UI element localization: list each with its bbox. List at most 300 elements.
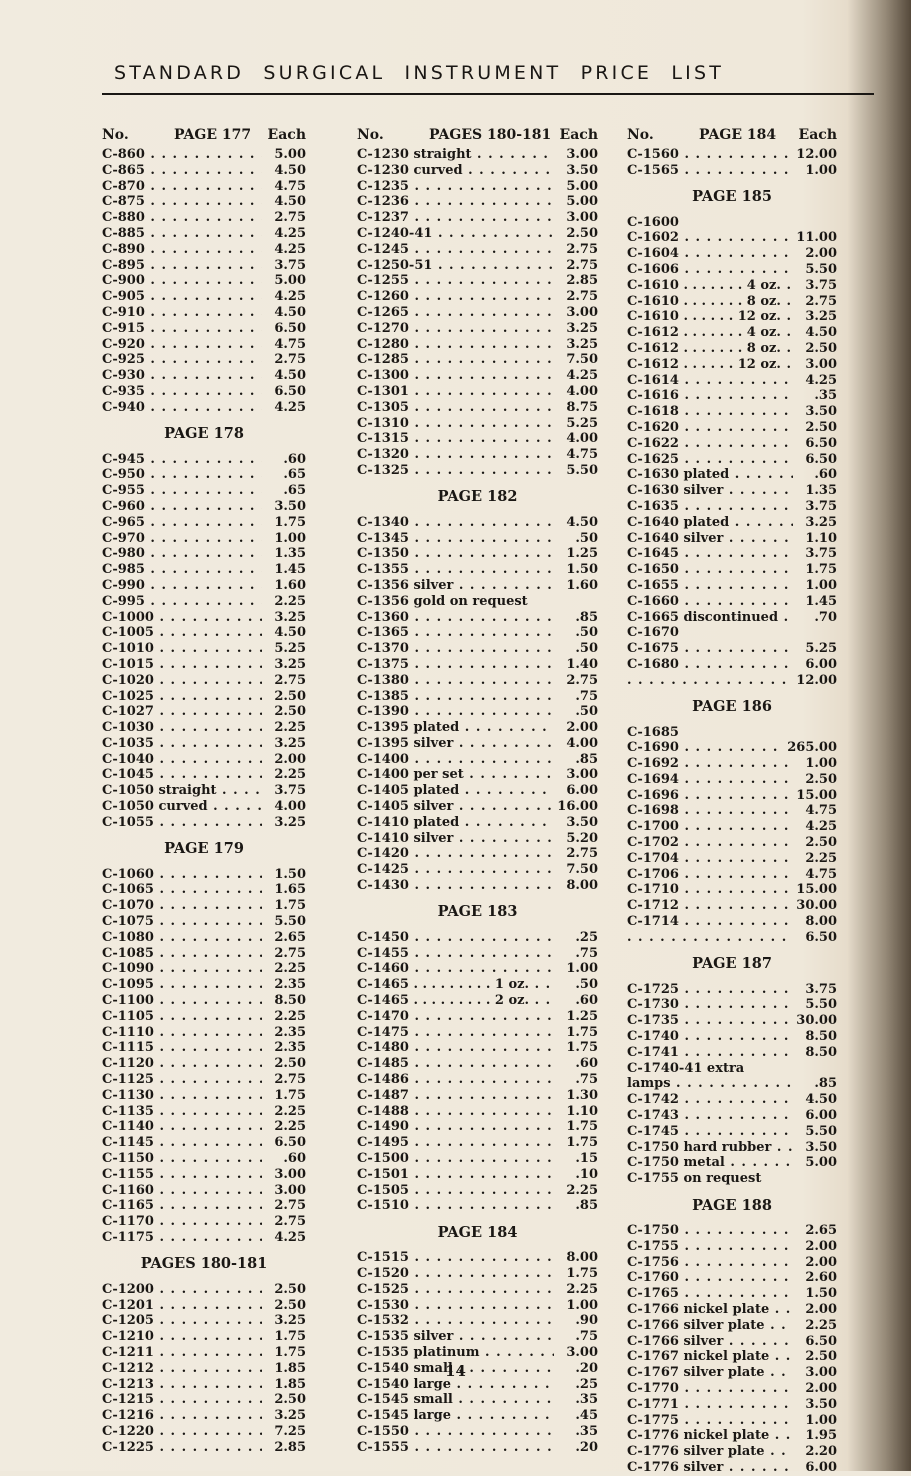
price: 3.25: [274, 1313, 306, 1329]
price: 3.00: [566, 304, 598, 320]
price-row: [627, 725, 837, 741]
price-row: [102, 1329, 306, 1345]
catalog-number: C-1100 . . .: [102, 993, 262, 1008]
price-row: [102, 799, 306, 815]
price-row: [627, 562, 837, 578]
price: 4.50: [274, 304, 306, 320]
price: 4.00: [566, 431, 598, 447]
price-row: [627, 325, 837, 341]
price-row: [102, 961, 306, 977]
price: 2.50: [566, 225, 598, 241]
price-row: [357, 258, 598, 274]
price: 1.75: [274, 898, 306, 914]
price: 1.10: [805, 530, 837, 546]
price-row: [357, 846, 598, 862]
catalog-number: C-960 . . .: [102, 499, 262, 514]
price: 4.25: [274, 1230, 306, 1245]
catalog-number: C-1487 . . .: [357, 1088, 554, 1103]
catalog-number: C-1075 . . .: [102, 914, 262, 929]
price: 3.00: [274, 1182, 306, 1198]
header-no: No.: [102, 127, 129, 143]
price-row: [102, 1135, 306, 1151]
catalog-number: C-1735 . . .: [627, 1013, 792, 1028]
price: 2.75: [274, 1214, 306, 1230]
price-row: [102, 258, 306, 274]
catalog-number: C-1655 . . .: [627, 578, 793, 593]
header-each: Each: [559, 127, 598, 143]
price-row: [627, 1413, 837, 1429]
catalog-number: C-1700 . . .: [627, 819, 793, 834]
catalog-number: C-1540 large . . .: [357, 1377, 554, 1392]
price-row: [357, 1392, 598, 1408]
price-row: [627, 835, 837, 851]
catalog-number: C-1055 . . .: [102, 815, 262, 830]
catalog-number: C-875 . . .: [102, 194, 262, 209]
catalog-number: C-1300 . . .: [357, 368, 554, 383]
price: 5.50: [274, 914, 306, 930]
price: 6.50: [274, 320, 306, 336]
price-row: [102, 610, 306, 626]
price: 1.10: [566, 1103, 598, 1119]
catalog-number: C-1085 . . .: [102, 946, 262, 961]
catalog-number: C-1650 . . .: [627, 562, 793, 577]
price-row: [102, 578, 306, 594]
catalog-number: C-1712 . . .: [627, 898, 792, 913]
catalog-number: C-1765 . . .: [627, 1286, 793, 1301]
catalog-number: C-1405 silver . . .: [357, 799, 553, 814]
catalog-number: C-1745 . . .: [627, 1124, 793, 1139]
price: 6.00: [566, 783, 598, 799]
price-row: [627, 610, 837, 626]
price-row: [102, 368, 306, 384]
catalog-number: C-1380 . . .: [357, 673, 554, 688]
price: 7.25: [274, 1423, 306, 1439]
price: 2.00: [805, 1380, 837, 1396]
catalog-number: C-1310 . . .: [357, 416, 554, 431]
price: 8.50: [805, 1044, 837, 1060]
price-row: [102, 689, 306, 705]
price-row: [627, 230, 837, 246]
price: 3.75: [805, 981, 837, 997]
price-row: [357, 657, 598, 673]
price-row: [102, 1298, 306, 1314]
price-row: [627, 673, 837, 689]
catalog-number: C-1704 . . .: [627, 851, 793, 866]
catalog-number: C-1301 . . .: [357, 384, 554, 399]
price: 8.50: [805, 1029, 837, 1045]
price: .70: [814, 609, 837, 625]
price: 1.65: [274, 882, 306, 898]
price-row: [357, 1088, 598, 1104]
price-row: [102, 657, 306, 673]
price: 1.85: [274, 1360, 306, 1376]
catalog-number: C-1525 . . .: [357, 1282, 554, 1297]
price-row: [627, 1171, 837, 1187]
catalog-number: C-1604 . . .: [627, 246, 793, 261]
price-row: [627, 1061, 837, 1077]
catalog-number: C-1220 . . .: [102, 1424, 262, 1439]
price: .65: [283, 483, 306, 499]
price-row: [102, 515, 306, 531]
price-row: [357, 641, 598, 657]
price-row: [627, 436, 837, 452]
price-row: [357, 977, 598, 993]
header-each: Each: [267, 127, 306, 143]
catalog-number: C-1698 . . .: [627, 803, 793, 818]
column-1: [102, 127, 306, 1456]
price-row: [357, 531, 598, 547]
catalog-number: C-1610 . . . . . . 12 oz. . . .: [627, 309, 793, 324]
catalog-number: C-945 . . .: [102, 452, 262, 467]
price: .60: [283, 1151, 306, 1167]
price-row: [357, 273, 598, 289]
catalog-number: C-1201 . . .: [102, 1298, 262, 1313]
price-row: [102, 1408, 306, 1424]
price: 2.25: [566, 1182, 598, 1198]
price: 4.00: [274, 799, 306, 815]
catalog-number: C-1025 . . .: [102, 689, 262, 704]
catalog-number: C-1360 . . .: [357, 610, 554, 625]
price-row: [627, 882, 837, 898]
price: 6.00: [805, 1108, 837, 1124]
catalog-number: C-1375 . . .: [357, 657, 554, 672]
price: 4.50: [274, 194, 306, 210]
price-row: [102, 867, 306, 883]
price-row: [357, 1183, 598, 1199]
price: 6.50: [805, 929, 837, 945]
price: 2.75: [274, 352, 306, 368]
catalog-number: C-1215 . . .: [102, 1392, 262, 1407]
price-row: [627, 898, 837, 914]
price: 2.25: [805, 1317, 837, 1333]
price: .50: [575, 977, 598, 993]
catalog-number: C-1740 . . .: [627, 1029, 793, 1044]
catalog-number: C-1670: [627, 625, 679, 641]
price: 3.25: [274, 656, 306, 672]
section-heading: PAGE 188: [692, 1196, 772, 1214]
price-row: [357, 720, 598, 736]
catalog-number: C-1405 plated . . .: [357, 783, 554, 798]
price: 2.50: [805, 419, 837, 435]
price-row: [357, 1009, 598, 1025]
section-heading: PAGE 178: [164, 425, 244, 443]
price: 2.75: [566, 241, 598, 257]
catalog-number: C-1027 . . .: [102, 704, 262, 719]
price: 4.25: [566, 368, 598, 384]
price: 1.00: [805, 756, 837, 772]
price-row: [627, 341, 837, 357]
catalog-number: C-1660 . . .: [627, 594, 793, 609]
catalog-number: C-865 . . .: [102, 163, 262, 178]
price-row: [102, 594, 306, 610]
price: 2.25: [805, 850, 837, 866]
price-row: [102, 546, 306, 562]
price-row: [357, 1298, 598, 1314]
price: 1.25: [566, 1008, 598, 1024]
catalog-number: C-1320 . . .: [357, 447, 554, 462]
catalog-number: C-1610 . . . . . . . 4 oz. . . .: [627, 278, 793, 293]
price-row: [102, 1072, 306, 1088]
price: 3.50: [566, 814, 598, 830]
price-row: [102, 1009, 306, 1025]
price-row: [102, 194, 306, 210]
catalog-number: C-1356 gold on request: [357, 593, 528, 609]
catalog-number: C-1740-41 extra: [627, 1060, 745, 1076]
price: 2.75: [274, 1198, 306, 1214]
catalog-number: C-1530 . . .: [357, 1298, 554, 1313]
price: 5.00: [566, 178, 598, 194]
catalog-number: C-1760 . . .: [627, 1270, 793, 1285]
price-row: [102, 384, 306, 400]
price: .20: [575, 1439, 598, 1455]
catalog-number: C-1776 silver . . .: [627, 1460, 793, 1475]
catalog-number: C-1355 . . .: [357, 562, 554, 577]
catalog-number: C-1140 . . .: [102, 1119, 262, 1134]
price: .75: [575, 688, 598, 704]
price: 1.75: [274, 1329, 306, 1345]
price-row: [102, 882, 306, 898]
price-row: [627, 215, 837, 231]
catalog-number: C-1211 . . .: [102, 1345, 262, 1360]
price: .60: [814, 467, 837, 483]
price-row: [102, 242, 306, 258]
section-heading: PAGE 183: [437, 903, 518, 921]
catalog-number: C-1725 . . .: [627, 982, 793, 997]
catalog-number: C-1696 . . .: [627, 788, 792, 803]
price-row: [627, 641, 837, 657]
price-row: [102, 736, 306, 752]
catalog-number: lamps . . .: [627, 1076, 793, 1091]
catalog-number: C-1486 . . .: [357, 1072, 554, 1087]
price: 11.00: [796, 230, 837, 246]
price: 1.75: [566, 1040, 598, 1056]
price: 8.00: [805, 914, 837, 930]
catalog-number: C-1265 . . .: [357, 305, 554, 320]
price-row: [627, 578, 837, 594]
catalog-number: C-1515 . . .: [357, 1250, 554, 1265]
catalog-number: C-1370 . . .: [357, 641, 554, 656]
price: .50: [575, 704, 598, 720]
price: .60: [575, 993, 598, 1009]
price: 15.00: [796, 882, 837, 898]
catalog-number: C-1750 metal . . .: [627, 1155, 793, 1170]
price-row: [357, 1072, 598, 1088]
catalog-number: C-1756 . . .: [627, 1255, 793, 1270]
catalog-number: C-1245 . . .: [357, 242, 554, 257]
catalog-number: C-1480 . . .: [357, 1040, 554, 1055]
catalog-number: C-1675 . . .: [627, 641, 793, 656]
price-row: [357, 562, 598, 578]
price: 3.00: [566, 147, 598, 162]
price-row: [357, 1424, 598, 1440]
price-row: [357, 1040, 598, 1056]
price-row: [357, 546, 598, 562]
header-page: PAGE 177: [174, 127, 252, 143]
catalog-number: C-1766 silver plate . . .: [627, 1318, 793, 1333]
price-row: [627, 997, 837, 1013]
price-row: [627, 404, 837, 420]
price-row: [102, 1345, 306, 1361]
catalog-number: C-1532 . . .: [357, 1313, 554, 1328]
price: 2.50: [805, 835, 837, 851]
catalog-number: C-1150 . . .: [102, 1151, 262, 1166]
header-no: No.: [357, 127, 384, 143]
price-row: [627, 531, 837, 547]
price: 4.00: [566, 735, 598, 751]
catalog-number: C-1490 . . .: [357, 1119, 554, 1134]
price: 8.00: [566, 1250, 598, 1266]
price: 1.75: [274, 514, 306, 530]
column-header: [357, 127, 598, 147]
catalog-number: C-885 . . .: [102, 226, 262, 241]
price-row: [102, 210, 306, 226]
price-row: [357, 930, 598, 946]
catalog-number: C-1685: [627, 724, 679, 740]
catalog-number: C-1640 silver . . .: [627, 531, 793, 546]
catalog-number: C-1545 small . . .: [357, 1392, 554, 1407]
price-row: [357, 1266, 598, 1282]
price: 2.00: [805, 1302, 837, 1317]
price: .25: [575, 929, 598, 945]
price: 1.95: [805, 1428, 837, 1444]
price-row: [357, 147, 598, 163]
catalog-number: C-995 . . .: [102, 594, 262, 609]
catalog-number: C-950 . . .: [102, 467, 262, 482]
price: .75: [575, 1072, 598, 1088]
catalog-number: C-1030 . . .: [102, 720, 262, 735]
catalog-number: C-1775 . . .: [627, 1413, 793, 1428]
price-row: [102, 625, 306, 641]
catalog-number: C-1236 . . .: [357, 194, 554, 209]
price-row: [627, 1239, 837, 1255]
price: 3.25: [274, 735, 306, 751]
price-row: [627, 1381, 837, 1397]
section-heading: PAGE 187: [692, 955, 772, 973]
price-row: [102, 1230, 306, 1246]
catalog-number: C-1755 . . .: [627, 1239, 793, 1254]
price-row: [357, 1056, 598, 1072]
price: .90: [575, 1313, 598, 1329]
price-row: [357, 384, 598, 400]
price-row: [627, 772, 837, 788]
price: 6.00: [805, 1459, 837, 1475]
price: 2.00: [805, 1254, 837, 1270]
price: 4.75: [566, 447, 598, 463]
price-row: [102, 531, 306, 547]
price-row: [102, 704, 306, 720]
price: 1.50: [274, 866, 306, 882]
price: 2.00: [805, 1238, 837, 1254]
price-row: [102, 767, 306, 783]
price: 3.50: [805, 1139, 837, 1155]
price: 16.00: [557, 799, 598, 815]
price: 8.50: [274, 993, 306, 1009]
section-heading: PAGE 179: [164, 840, 244, 858]
price-row: [102, 179, 306, 195]
price: .35: [814, 388, 837, 404]
catalog-number: C-1602 . . .: [627, 230, 792, 245]
catalog-number: C-1340 . . .: [357, 515, 554, 530]
catalog-number: C-1690 . . .: [627, 740, 783, 755]
price: 15.00: [796, 787, 837, 803]
price: 2.25: [274, 720, 306, 736]
price-row: [357, 783, 598, 799]
catalog-number: C-1130 . . .: [102, 1088, 262, 1103]
catalog-number: C-1616 . . .: [627, 388, 793, 403]
price: .85: [814, 1076, 837, 1092]
price: 5.00: [274, 147, 306, 162]
price-row: [627, 1270, 837, 1286]
price: 1.00: [274, 530, 306, 546]
catalog-number: C-1766 silver . . .: [627, 1334, 793, 1349]
catalog-number: C-870 . . .: [102, 179, 262, 194]
price-row: [357, 831, 598, 847]
price: 5.50: [805, 261, 837, 277]
price-row: [627, 740, 837, 756]
catalog-number: C-1280 . . .: [357, 337, 554, 352]
price: 1.40: [566, 656, 598, 672]
catalog-number: C-1015 . . .: [102, 657, 262, 672]
catalog-number: C-1255 . . .: [357, 273, 554, 288]
catalog-number: C-1505 . . .: [357, 1183, 554, 1198]
price-row: [357, 368, 598, 384]
catalog-number: C-915 . . .: [102, 321, 262, 336]
price-row: [627, 867, 837, 883]
catalog-number: C-1706 . . .: [627, 867, 793, 882]
price-row: [627, 163, 837, 179]
price: 6.50: [805, 451, 837, 467]
catalog-number: C-1420 . . .: [357, 846, 554, 861]
catalog-number: C-1618 . . .: [627, 404, 793, 419]
price-row: [357, 194, 598, 210]
price: 1.25: [566, 546, 598, 562]
catalog-number: C-1065 . . .: [102, 882, 262, 897]
price-row: [102, 499, 306, 515]
catalog-number: C-1430 . . .: [357, 878, 554, 893]
catalog-number: C-925 . . .: [102, 352, 262, 367]
catalog-number: C-1665 discontinued . . .: [627, 610, 793, 625]
header-page: PAGE 184: [699, 127, 777, 143]
price: 4.25: [274, 225, 306, 241]
price-row: [627, 483, 837, 499]
catalog-number: C-1410 plated . . .: [357, 815, 554, 830]
catalog-number: C-1395 silver . . .: [357, 736, 554, 751]
price-row: [627, 914, 837, 930]
catalog-number: C-1755 on request: [627, 1171, 762, 1187]
price: .85: [575, 609, 598, 625]
price: 2.25: [274, 767, 306, 783]
price: 12.00: [796, 147, 837, 162]
catalog-number: C-1105 . . .: [102, 1009, 262, 1024]
column-header: [627, 127, 837, 147]
price: 1.75: [805, 562, 837, 578]
price-row: [102, 1313, 306, 1329]
catalog-number: C-1110 . . .: [102, 1025, 262, 1040]
catalog-number: C-1520 . . .: [357, 1266, 554, 1281]
price: 2.25: [274, 961, 306, 977]
catalog-number: C-1070 . . .: [102, 898, 262, 913]
price: 6.50: [805, 1333, 837, 1349]
price: 3.75: [805, 498, 837, 514]
catalog-number: C-1325 . . .: [357, 463, 554, 478]
price-row: [627, 309, 837, 325]
price-row: [627, 1318, 837, 1334]
price: 1.85: [274, 1376, 306, 1392]
price: 4.25: [805, 372, 837, 388]
price: 2.65: [805, 1223, 837, 1239]
price: 3.00: [805, 356, 837, 372]
catalog-number: C-1315 . . .: [357, 431, 554, 446]
